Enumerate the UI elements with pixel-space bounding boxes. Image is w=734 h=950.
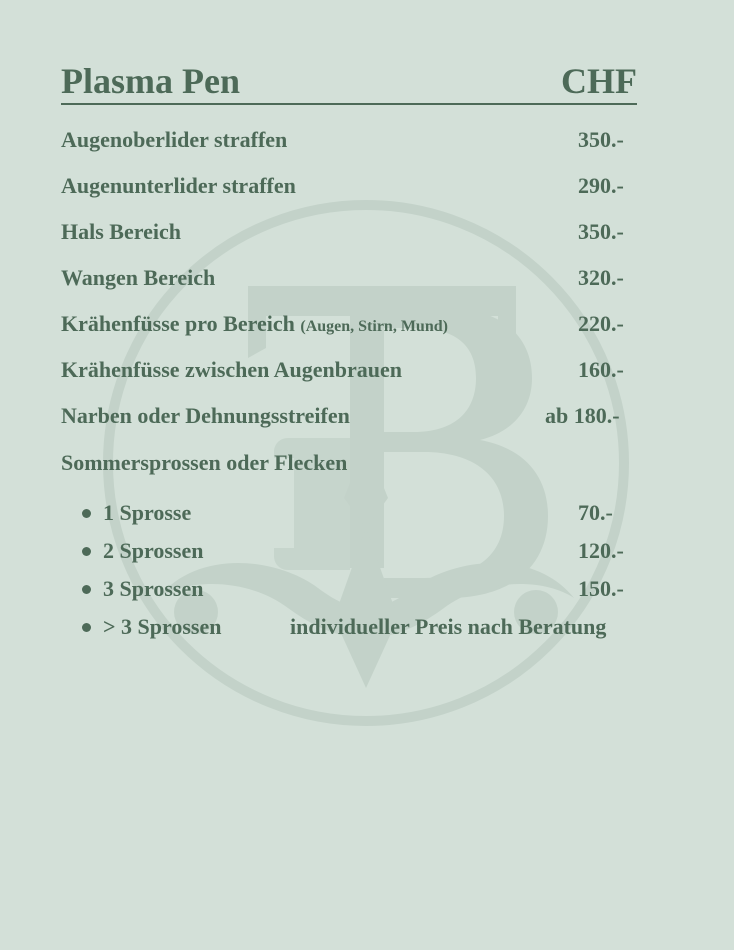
treatment-price: ab 180.- (545, 403, 620, 428)
treatment-price: 350.- (578, 127, 624, 152)
option-price: 120.- (578, 538, 624, 563)
option-price: individueller Preis nach Beratung (290, 614, 607, 639)
price-row (0, 263, 734, 293)
list-item (0, 536, 734, 566)
treatment-label: Augenunterlider straffen (61, 173, 296, 198)
treatment-label (61, 309, 448, 342)
freckles-heading: Sommersprossen oder Flecken (61, 450, 348, 475)
price-row (0, 355, 734, 385)
treatment-label: Krähenfüsse zwischen Augenbrauen (61, 357, 403, 382)
treatment-price: 160.- (578, 357, 624, 382)
treatment-label: Wangen Bereich (61, 265, 216, 290)
price-row (0, 309, 734, 339)
price-row (0, 217, 734, 247)
treatment-price: 350.- (578, 219, 624, 244)
price-row (0, 401, 734, 431)
currency-label: CHF (561, 61, 637, 101)
treatment-price: 320.- (578, 265, 624, 290)
treatment-label-text: Krähenfüsse pro Bereich (61, 311, 295, 336)
price-list-header (61, 59, 637, 105)
treatment-price: 290.- (578, 173, 624, 198)
section-heading-row (0, 448, 734, 478)
page-title: Plasma Pen (61, 61, 240, 101)
option-price: 70.- (578, 500, 613, 525)
treatment-note: (Augen, Stirn, Mund) (300, 318, 448, 335)
treatment-label: Augenoberlider straffen (61, 127, 288, 152)
bullet-icon (82, 623, 91, 632)
treatment-label: Narben oder Dehnungsstreifen (61, 403, 350, 428)
list-item (0, 498, 734, 528)
bullet-icon (82, 547, 91, 556)
option-label: > 3 Sprossen (103, 614, 222, 639)
treatment-price: 220.- (578, 311, 624, 336)
list-item (0, 574, 734, 604)
option-price: 150.- (578, 576, 624, 601)
treatment-label: Hals Bereich (61, 219, 181, 244)
list-item (0, 612, 734, 642)
bullet-icon (82, 585, 91, 594)
price-row (0, 171, 734, 201)
option-label: 3 Sprossen (103, 576, 204, 601)
option-label: 1 Sprosse (103, 500, 192, 525)
bullet-icon (82, 509, 91, 518)
option-label: 2 Sprossen (103, 538, 204, 563)
price-row (0, 125, 734, 155)
